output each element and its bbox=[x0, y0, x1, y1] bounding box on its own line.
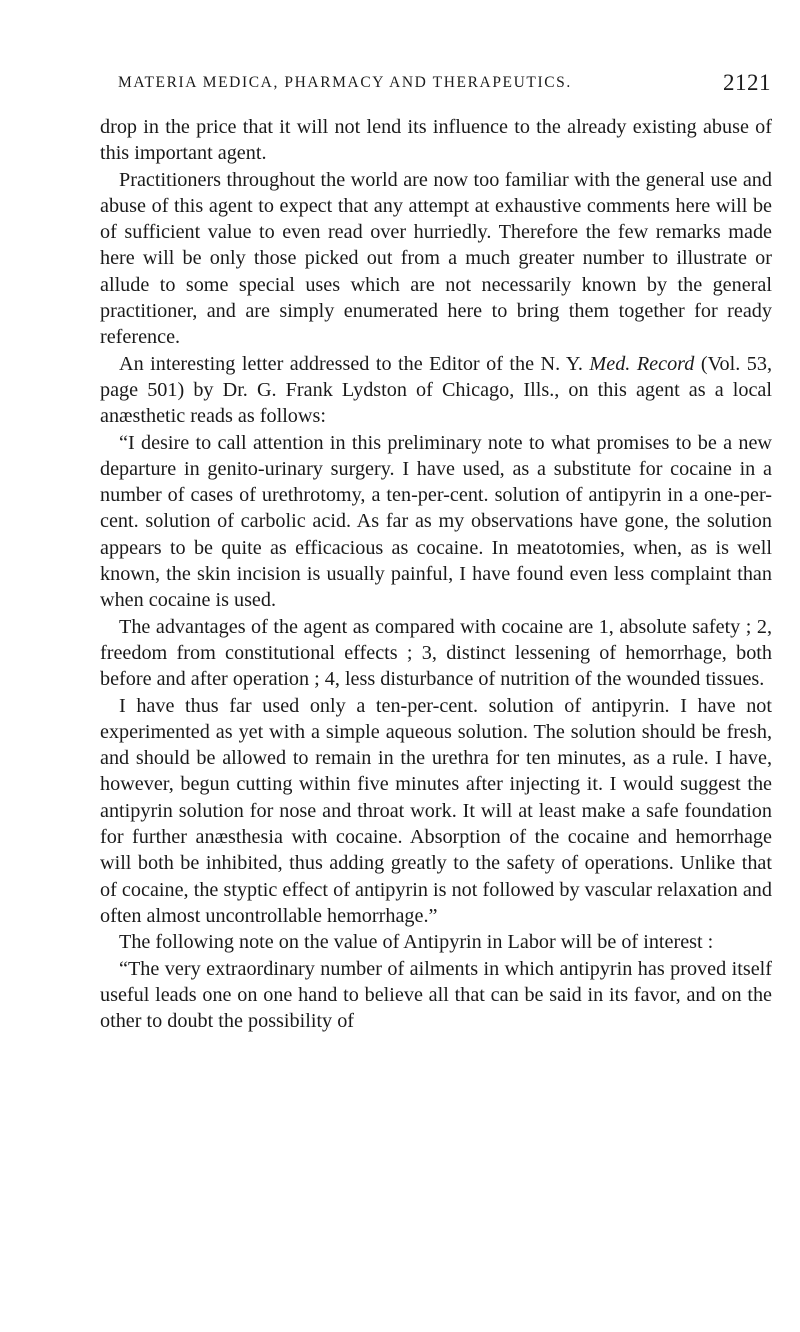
paragraph-continued: drop in the price that it will not lend its influence to the already existing abuse of this important agent. bbox=[100, 116, 772, 165]
paragraph-letter-intro bbox=[100, 351, 772, 430]
paragraph-practitioners: Practitioners throughout the world are now too familiar with the general use and abuse of this agent to expect that any attempt at exhaustive comments here will be of sufficient value to even read over hurriedly. Therefore the few remarks made here will be only those picked out from a much greater number to illustrate or allude to some special uses which are not necessarily known by the general practitioner, and are simply enumerated here to bring them together for ready reference. bbox=[100, 168, 772, 349]
body-text bbox=[100, 114, 772, 1034]
paragraph-labor-note: The following note on the value of Antipyrin in Labor will be of interest : bbox=[119, 931, 714, 954]
letter-intro-text: An interesting letter addressed to the Editor of the N. Y. bbox=[119, 352, 590, 375]
page-header bbox=[118, 70, 771, 104]
paragraph-quote-start: “I desire to call attention in this preliminary note to what promises to be a new departure in genito-urinary surgery. I have used, as a substitute for cocaine in a number of cases of urethrotomy, a ten-per-cent. solution of antipyrin in a one-per-cent. solution of carbolic acid. As far as my observations have gone, the solution appears to be quite as efficacious as cocaine. In meatotomies, when, as is well known, the skin incision is usually painful, I have found even less complaint than when cocaine is used. bbox=[100, 431, 772, 612]
page-number: 2121 bbox=[723, 70, 771, 95]
paragraph-advantages: The advantages of the agent as compared with cocaine are 1, absolute safety ; 2, freedom from constitutional effects ; 3, distinct lessening of hemorrhage, both before and after operation ; 4, less disturbance of nutrition of the wounded tissues. bbox=[100, 615, 772, 691]
letter-intro-rest: (Vol. 53, page 501) by Dr. G. Frank Lydston of Chicago, Ills., on this agent as a local anæsthetic reads as follows: bbox=[100, 352, 773, 428]
paragraph-usage: I have thus far used only a ten-per-cent. solution of antipyrin. I have not experimented as yet with a simple aqueous solution. The solution should be fresh, and should be allowed to remain in the urethra for ten minutes, as a rule. I have, however, begun cutting within five minutes after injecting it. I would suggest the antipyrin solution for nose and throat work. It will at least make a safe foundation for further anæsthesia with cocaine. Absorption of the cocaine and hemorrhage will both be inhibited, thus adding greatly to the safety of operations. Unlike that of cocaine, the styptic effect of antipyrin is not followed by vascular relaxation and often almost uncontrollable hemorrhage.” bbox=[100, 694, 772, 927]
paragraph-labor-quote: “The very extraordinary number of ailments in which antipyrin has proved itself useful leads one on one hand to believe all that can be said in its favor, and on the other to doubt the possibility of bbox=[100, 957, 772, 1033]
journal-title: Med. Record bbox=[589, 352, 695, 375]
running-head: MATERIA MEDICA, PHARMACY AND THERAPEUTICS. bbox=[118, 74, 572, 91]
